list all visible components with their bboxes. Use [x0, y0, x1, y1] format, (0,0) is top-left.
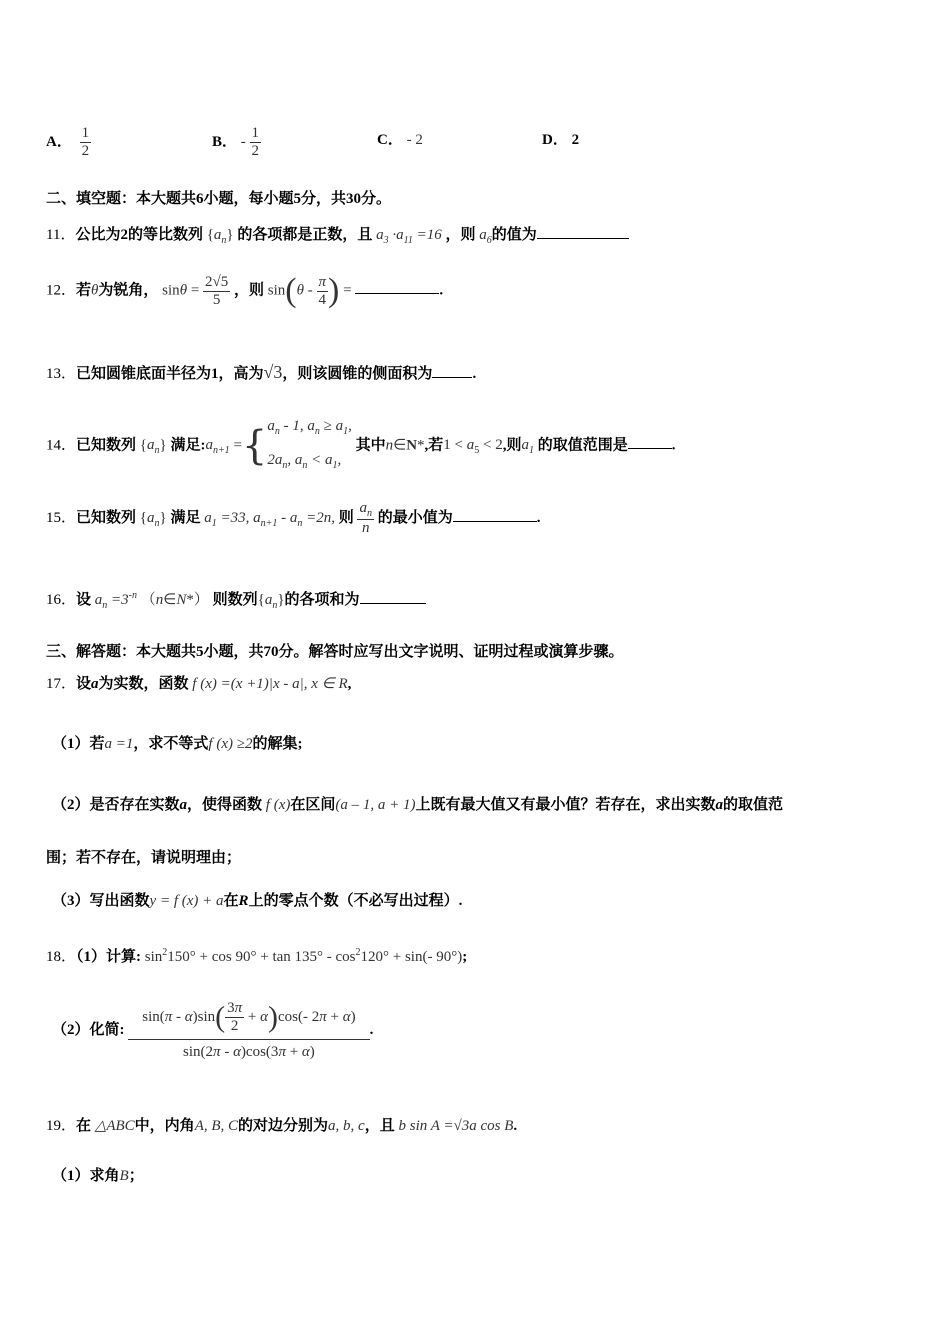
question-19-part-1: （1）求角B；: [52, 1168, 144, 1184]
question-17: 17．设a为实数，函数 f (x) =(x +1)|x - a|, x ∈ R,: [46, 676, 352, 692]
answer-blank[interactable]: [360, 589, 426, 604]
question-19: 19．在 △ABC中，内角A, B, C的对边分别为a, b, c，且 b sin A =√3a cos B.: [46, 1118, 518, 1134]
answer-blank[interactable]: [537, 224, 629, 239]
section-fill-in-title: 二、填空题：本大题共6小题，每小题5分，共30分。: [46, 191, 392, 207]
question-18-part-2: （2）化简: sin(π - α)sin( $\frac{3\pi}{2}$ + α)cos(- 2π + α) sin(2π - α)cos(3π + α) .: [52, 1000, 374, 1060]
answer-blank[interactable]: [355, 279, 439, 294]
option-b: B． - $\frac{1}{2}$: [212, 125, 260, 159]
question-12: 12．若θ为锐角， sinθ = $\frac{2√5}{5}$ ，则 sin(θ - $\frac{\pi}{4}$ ) = .: [46, 272, 444, 309]
question-13: 13．已知圆锥底面半径为1，高为√3，则该圆锥的侧面积为 .: [46, 362, 477, 382]
answer-blank[interactable]: [432, 363, 472, 378]
question-17-part-3: （3）写出函数y = f (x) + a在R上的零点个数（不必写出过程）.: [52, 893, 463, 909]
question-17-part-2-continued: 围；若不存在，请说明理由；: [46, 850, 242, 866]
option-c: C． - 2: [377, 132, 423, 148]
question-11: 11．公比为2的等比数列 $\{a_n\}$ 的各项都是正数，且 $a_3 \cdot a_{11} =16$ ，则 $a_6$的值为: [46, 223, 629, 246]
section-solution-title: 三、解答题：本大题共5小题，共70分。解答时应写出文字说明、证明过程或演算步骤。: [46, 644, 624, 660]
question-16: 16．设 $a_n =3^{-n}$ （n∈N*） 则数列$\{a_n\}$的各项和为: [46, 588, 426, 611]
question-14: 14．已知数列 $\{a_n\}$ 满足$:a_{n+1}$ ={ $a_n - 1$, $a_n \ge a_1$, $2a_n$, $a_n < a_1$, 其中n∈N*,若$1 < a_5 < 2$,则$a_1$ 的取值范围是 .: [46, 418, 676, 471]
question-18-part-1: 18．（1）计算: $\sin^2150^\circ + \cos 90^\circ + \tan 135^\circ - \cos^2120^\circ + \sin(-$ 90°);: [46, 947, 468, 965]
question-15: 15．已知数列 $\{a_n\}$ 满足 $a_1 =33$, $a_{n+1} - a_n =2n$, 则 $\frac{a_n}{n}$ 的最小值为 .: [46, 500, 541, 536]
question-17-part-1: （1）若a =1，求不等式f (x) ≥2的解集;: [52, 736, 303, 752]
answer-blank[interactable]: [453, 507, 537, 522]
option-b-fraction: $\frac{1}{2}$: [251, 125, 260, 159]
option-a: A． $\frac{1}{2}$: [46, 125, 90, 159]
option-d: D． 2: [542, 132, 580, 148]
option-a-fraction: $\frac{1}{2}$: [81, 125, 90, 159]
question-17-part-2: （2）是否存在实数a，使得函数 f (x)在区间(a – 1, a + 1)上既有最大值又有最小值？若存在，求出实数a的取值范: [52, 797, 784, 813]
answer-blank[interactable]: [628, 434, 672, 449]
